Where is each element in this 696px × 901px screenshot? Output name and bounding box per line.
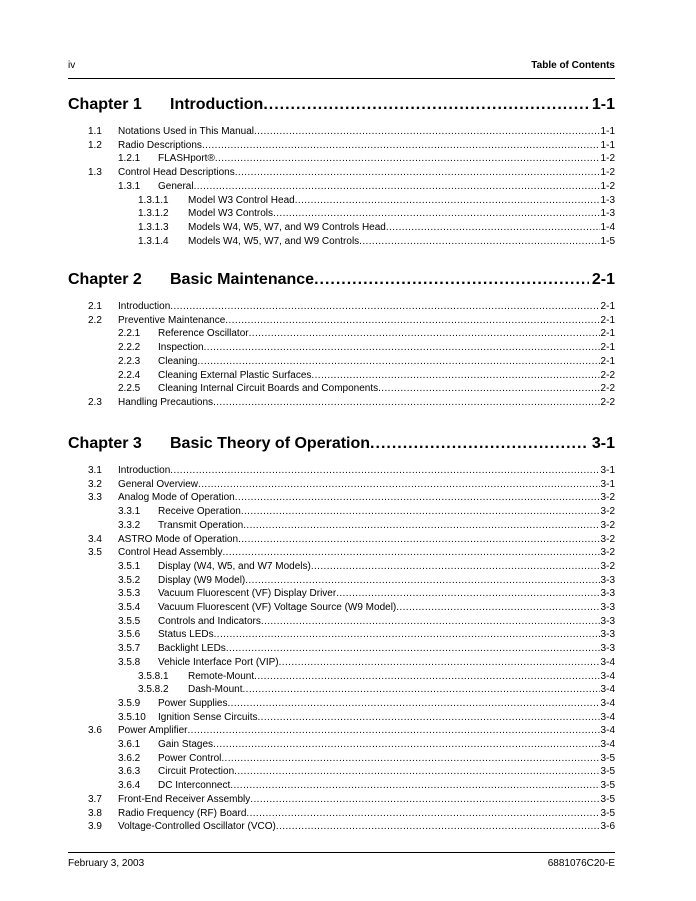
entry-title: Power Control bbox=[158, 752, 222, 764]
dot-leader bbox=[221, 753, 599, 765]
entry-number: 1.2.1 bbox=[118, 153, 141, 165]
dot-leader bbox=[197, 356, 599, 368]
entry-page: 3-5 bbox=[600, 780, 615, 792]
dot-leader bbox=[194, 181, 600, 193]
entry-page: 2-2 bbox=[600, 369, 615, 381]
entry-page: 3-3 bbox=[600, 588, 615, 600]
toc-entry[interactable] bbox=[88, 464, 615, 477]
toc-entry[interactable] bbox=[118, 560, 615, 573]
header-title: Table of Contents bbox=[531, 60, 615, 71]
dot-leader bbox=[187, 725, 599, 737]
entry-title: Ignition Sense Circuits bbox=[158, 711, 258, 723]
toc-entry[interactable] bbox=[118, 738, 615, 751]
entry-page: 3-4 bbox=[600, 670, 615, 682]
entry-number: 1.3.1.3 bbox=[138, 221, 169, 233]
entry-number: 3.6.2 bbox=[118, 752, 141, 764]
entry-title: Radio Descriptions bbox=[118, 139, 202, 151]
entry-page: 3-2 bbox=[600, 492, 615, 504]
entry-title: Inspection bbox=[158, 342, 204, 354]
toc-entry[interactable] bbox=[118, 355, 615, 368]
entry-page: 2-1 bbox=[600, 314, 615, 326]
entry-number: 3.5.9 bbox=[118, 697, 141, 709]
entry-title: Control Head Descriptions bbox=[118, 167, 235, 179]
entry-page: 1-2 bbox=[600, 167, 615, 179]
chapter-heading[interactable] bbox=[68, 431, 615, 453]
dot-leader bbox=[223, 547, 600, 559]
entry-number: 1.3 bbox=[88, 167, 102, 179]
toc-entry[interactable] bbox=[118, 519, 615, 532]
toc-entry[interactable] bbox=[138, 207, 615, 220]
chapter-title: Introduction bbox=[170, 96, 264, 113]
entry-number: 3.7 bbox=[88, 793, 102, 805]
entry-title: Introduction bbox=[118, 301, 171, 312]
entry-title: Power Supplies bbox=[158, 697, 228, 709]
entry-title: Radio Frequency (RF) Board bbox=[118, 807, 247, 819]
entry-page: 3-4 bbox=[600, 697, 615, 709]
entry-number: 3.5.3 bbox=[118, 588, 141, 600]
entry-title: Introduction bbox=[118, 465, 171, 476]
header-rule bbox=[68, 78, 615, 79]
dot-leader bbox=[311, 370, 599, 382]
entry-title: Transmit Operation bbox=[158, 519, 244, 531]
entry-title: Remote-Mount bbox=[188, 670, 255, 682]
chapter-page: 1-1 bbox=[591, 96, 615, 113]
chapter-heading[interactable] bbox=[68, 92, 615, 114]
entry-number: 3.2 bbox=[88, 478, 102, 490]
entry-title: Models W4, W5, W7, and W9 Controls Head bbox=[188, 221, 386, 233]
dot-leader bbox=[386, 222, 600, 234]
dot-leader bbox=[198, 479, 600, 491]
entry-number: 3.8 bbox=[88, 807, 102, 819]
entry-page: 3-3 bbox=[600, 629, 615, 641]
entry-title: DC Interconnect bbox=[158, 780, 231, 792]
entry-number: 3.3.1 bbox=[118, 506, 141, 518]
entry-title: Backlight LEDs bbox=[158, 643, 226, 655]
entry-number: 1.3.1.1 bbox=[138, 194, 169, 206]
entry-page: 3-2 bbox=[600, 506, 615, 518]
entry-page: 3-3 bbox=[600, 643, 615, 655]
chapter-title: Basic Theory of Operation bbox=[170, 435, 371, 452]
entry-title: General Overview bbox=[118, 478, 199, 490]
entry-number: 3.6.1 bbox=[118, 739, 141, 750]
entry-title: ASTRO Mode of Operation bbox=[118, 533, 239, 545]
entry-title: Analog Mode of Operation bbox=[118, 492, 235, 504]
dot-leader bbox=[235, 492, 600, 504]
entry-page: 3-2 bbox=[600, 533, 615, 545]
entry-page: 2-1 bbox=[600, 342, 615, 354]
dot-leader bbox=[295, 195, 600, 207]
toc-entry[interactable] bbox=[118, 587, 615, 600]
toc-entry[interactable] bbox=[118, 711, 615, 724]
chapter-title: Basic Maintenance bbox=[170, 271, 315, 288]
dot-leader bbox=[241, 506, 600, 518]
toc-entry[interactable] bbox=[118, 752, 615, 765]
entry-number: 3.4 bbox=[88, 533, 102, 545]
entry-title: Display (W4, W5, and W7 Models) bbox=[158, 560, 311, 572]
entry-number: 3.5.8.2 bbox=[138, 684, 169, 696]
dot-leader bbox=[238, 534, 599, 546]
entry-title: Models W4, W5, W7, and W9 Controls bbox=[188, 235, 360, 247]
entry-number: 3.5.8.1 bbox=[138, 670, 169, 682]
dot-leader bbox=[202, 140, 600, 152]
entry-page: 1-2 bbox=[600, 180, 615, 192]
entry-number: 3.5.8 bbox=[118, 656, 141, 668]
entry-number: 1.3.1.2 bbox=[138, 208, 169, 220]
toc-entry[interactable] bbox=[118, 779, 615, 792]
entry-title: Model W3 Control Head bbox=[188, 194, 295, 206]
footer-date: February 3, 2003 bbox=[68, 858, 145, 869]
entry-number: 2.2.1 bbox=[118, 328, 141, 340]
dot-leader bbox=[396, 602, 599, 614]
entry-number: 3.5.6 bbox=[118, 629, 141, 641]
entry-number: 2.2 bbox=[88, 314, 102, 326]
entry-page: 1-1 bbox=[600, 139, 615, 151]
entry-title: Reference Oscillator bbox=[158, 328, 249, 340]
dot-leader bbox=[204, 342, 600, 354]
dot-leader bbox=[314, 271, 589, 289]
chapter-heading[interactable] bbox=[68, 267, 615, 289]
entry-title: Model W3 Controls bbox=[188, 208, 274, 220]
entry-page: 1-3 bbox=[600, 194, 615, 206]
dot-leader bbox=[170, 301, 599, 313]
entry-title: Dash-Mount bbox=[188, 684, 243, 696]
entry-number: 3.6.3 bbox=[118, 766, 141, 778]
toc-entry[interactable] bbox=[118, 505, 615, 518]
toc-entry[interactable] bbox=[118, 341, 615, 354]
dot-leader bbox=[235, 167, 600, 179]
toc-entry[interactable] bbox=[138, 683, 615, 696]
entry-page: 3-5 bbox=[600, 752, 615, 764]
dot-leader bbox=[243, 520, 599, 532]
chapter-number: Chapter 1 bbox=[68, 96, 142, 113]
toc-entry[interactable] bbox=[138, 194, 615, 207]
toc-entry[interactable] bbox=[118, 152, 615, 165]
entry-number: 3.5 bbox=[88, 547, 102, 559]
chapter-page: 2-1 bbox=[591, 271, 615, 288]
entry-page: 3-4 bbox=[600, 725, 615, 737]
entry-title: FLASHport® bbox=[158, 153, 215, 165]
dot-leader bbox=[258, 712, 600, 724]
entry-page: 3-4 bbox=[600, 739, 615, 750]
entry-number: 3.6.4 bbox=[118, 780, 141, 792]
entry-title: Controls and Indicators bbox=[158, 615, 261, 627]
entry-number: 3.5.1 bbox=[118, 560, 141, 572]
entry-title: Power Amplifier bbox=[118, 725, 188, 737]
entry-number: 1.3.1 bbox=[118, 180, 141, 192]
dot-leader bbox=[254, 126, 600, 138]
entry-number: 3.3.2 bbox=[118, 519, 141, 531]
dot-leader bbox=[234, 766, 599, 778]
entry-number: 3.6 bbox=[88, 725, 102, 737]
dot-leader bbox=[370, 435, 589, 453]
entry-page: 3-2 bbox=[600, 547, 615, 559]
entry-title: Cleaning bbox=[158, 355, 198, 367]
toc-entry[interactable] bbox=[118, 697, 615, 710]
entry-title: Status LEDs bbox=[158, 629, 214, 641]
dot-leader bbox=[225, 315, 599, 327]
entry-title: Preventive Maintenance bbox=[118, 314, 226, 326]
entry-number: 2.3 bbox=[88, 396, 102, 408]
entry-title: Front-End Receiver Assembly bbox=[118, 793, 251, 805]
toc-entry[interactable] bbox=[88, 820, 615, 833]
entry-page: 3-3 bbox=[600, 615, 615, 627]
entry-page: 3-5 bbox=[600, 766, 615, 778]
footer-rule bbox=[68, 852, 615, 853]
entry-number: 1.2 bbox=[88, 139, 102, 151]
dot-leader bbox=[336, 588, 599, 600]
entry-number: 2.2.2 bbox=[118, 342, 141, 354]
entry-page: 1-4 bbox=[600, 221, 615, 233]
entry-title: Circuit Protection bbox=[158, 766, 235, 778]
entry-page: 3-3 bbox=[600, 602, 615, 613]
dot-leader bbox=[378, 383, 599, 395]
dot-leader bbox=[245, 575, 599, 587]
toc-entry[interactable] bbox=[88, 139, 615, 152]
entry-number: 2.1 bbox=[88, 301, 102, 312]
toc-entry[interactable] bbox=[88, 793, 615, 806]
dot-leader bbox=[242, 684, 599, 696]
entry-page: 1-2 bbox=[600, 153, 615, 165]
entry-title: Receive Operation bbox=[158, 506, 241, 518]
chapter-page: 3-1 bbox=[591, 435, 615, 452]
entry-page: 3-1 bbox=[600, 478, 615, 490]
dot-leader bbox=[254, 671, 599, 683]
entry-number: 2.2.5 bbox=[118, 383, 141, 395]
toc-entry[interactable] bbox=[118, 369, 615, 382]
entry-number: 3.5.7 bbox=[118, 643, 141, 655]
entry-number: 3.9 bbox=[88, 821, 102, 833]
dot-leader bbox=[249, 328, 600, 340]
entry-title: Gain Stages bbox=[158, 739, 214, 750]
toc-entry[interactable] bbox=[88, 807, 615, 820]
page-number-roman: iv bbox=[68, 60, 76, 71]
toc-entry[interactable] bbox=[88, 125, 615, 138]
toc-entry[interactable] bbox=[138, 670, 615, 683]
toc-entry[interactable] bbox=[138, 235, 615, 248]
toc-entry[interactable] bbox=[88, 300, 615, 313]
toc-entry[interactable] bbox=[88, 314, 615, 327]
entry-page: 3-3 bbox=[600, 574, 615, 586]
dot-leader bbox=[276, 821, 600, 833]
entry-title: General bbox=[158, 180, 194, 192]
toc-entry[interactable] bbox=[118, 382, 615, 395]
toc-entry[interactable] bbox=[118, 765, 615, 778]
entry-page: 2-1 bbox=[600, 328, 615, 340]
entry-number: 3.5.10 bbox=[118, 711, 146, 723]
toc-entry[interactable] bbox=[88, 166, 615, 179]
toc-entry[interactable] bbox=[88, 396, 615, 409]
entry-page: 3-2 bbox=[600, 560, 615, 572]
toc-entry[interactable] bbox=[118, 327, 615, 340]
dot-leader bbox=[246, 808, 599, 820]
entry-number: 3.5.4 bbox=[118, 602, 141, 613]
entry-title: Cleaning External Plastic Surfaces bbox=[158, 369, 312, 381]
entry-number: 1.1 bbox=[88, 126, 102, 137]
entry-title: Vacuum Fluorescent (VF) Display Driver bbox=[158, 588, 337, 600]
entry-page: 3-5 bbox=[600, 807, 615, 819]
entry-number: 3.3 bbox=[88, 492, 102, 504]
entry-number: 2.2.4 bbox=[118, 369, 141, 381]
entry-page: 3-5 bbox=[600, 793, 615, 805]
toc-entry[interactable] bbox=[138, 221, 615, 234]
entry-title: Handling Precautions bbox=[118, 396, 214, 408]
dot-leader bbox=[213, 397, 599, 409]
footer-doc-number: 6881076C20-E bbox=[547, 858, 615, 869]
toc-entry[interactable] bbox=[118, 656, 615, 669]
entry-page: 2-2 bbox=[600, 383, 615, 395]
dot-leader bbox=[214, 629, 600, 641]
dot-leader bbox=[261, 616, 600, 628]
dot-leader bbox=[230, 780, 599, 792]
dot-leader bbox=[311, 561, 600, 573]
dot-leader bbox=[170, 465, 599, 477]
entry-page: 3-1 bbox=[600, 465, 615, 476]
dot-leader bbox=[227, 698, 599, 710]
entry-page: 1-3 bbox=[600, 208, 615, 220]
entry-page: 1-1 bbox=[600, 126, 615, 137]
entry-page: 3-2 bbox=[600, 519, 615, 531]
dot-leader bbox=[273, 208, 600, 220]
chapter-number: Chapter 2 bbox=[68, 271, 142, 288]
toc-entry[interactable] bbox=[88, 478, 615, 491]
chapter-number: Chapter 3 bbox=[68, 435, 142, 452]
entry-title: Vacuum Fluorescent (VF) Voltage Source (W9 Model) bbox=[158, 602, 397, 613]
entry-title: Notations Used in This Manual bbox=[118, 126, 254, 137]
entry-page: 2-1 bbox=[600, 301, 615, 312]
entry-page: 2-2 bbox=[600, 396, 615, 408]
entry-page: 3-4 bbox=[600, 711, 615, 723]
entry-title: Control Head Assembly bbox=[118, 547, 223, 559]
entry-page: 1-5 bbox=[600, 235, 615, 247]
dot-leader bbox=[213, 739, 600, 751]
toc-entry[interactable] bbox=[88, 533, 615, 546]
toc-entry[interactable] bbox=[118, 642, 615, 655]
entry-title: Voltage-Controlled Oscillator (VCO) bbox=[118, 821, 276, 833]
entry-page: 3-6 bbox=[600, 821, 615, 833]
toc-entry[interactable] bbox=[88, 724, 615, 737]
toc-entry[interactable] bbox=[118, 574, 615, 587]
entry-number: 3.5.2 bbox=[118, 574, 141, 586]
entry-number: 2.2.3 bbox=[118, 355, 141, 367]
entry-page: 2-1 bbox=[600, 355, 615, 367]
dot-leader bbox=[226, 643, 600, 655]
dot-leader bbox=[263, 96, 589, 114]
entry-number: 1.3.1.4 bbox=[138, 235, 169, 247]
toc-entry[interactable] bbox=[118, 615, 615, 628]
entry-page: 3-4 bbox=[600, 656, 615, 668]
toc-entry[interactable] bbox=[118, 180, 615, 193]
entry-title: Display (W9 Model) bbox=[158, 574, 246, 586]
dot-leader bbox=[279, 657, 600, 669]
toc-entry[interactable] bbox=[118, 601, 615, 614]
dot-leader bbox=[215, 153, 600, 165]
toc-entry[interactable] bbox=[88, 491, 615, 504]
dot-leader bbox=[359, 236, 599, 248]
toc-entry[interactable] bbox=[118, 628, 615, 641]
toc-entry[interactable] bbox=[88, 546, 615, 559]
entry-title: Cleaning Internal Circuit Boards and Components bbox=[158, 383, 379, 395]
entry-number: 3.1 bbox=[88, 465, 102, 476]
entry-title: Vehicle Interface Port (VIP) bbox=[158, 656, 279, 668]
entry-page: 3-4 bbox=[600, 684, 615, 696]
dot-leader bbox=[250, 794, 599, 806]
entry-number: 3.5.5 bbox=[118, 615, 141, 627]
